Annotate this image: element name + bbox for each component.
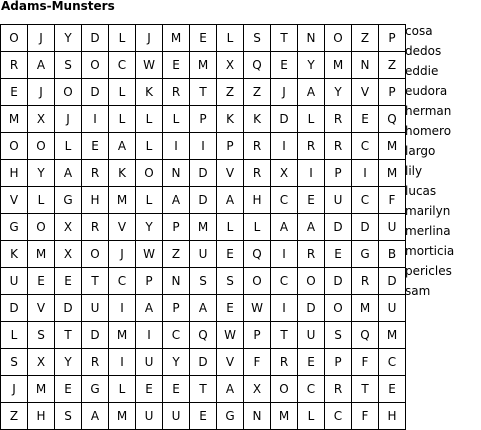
letter-grid[interactable] xyxy=(0,24,406,430)
grid-cell[interactable]: G xyxy=(352,241,379,268)
grid-cell[interactable]: O xyxy=(28,133,55,160)
grid-cell[interactable]: E xyxy=(1,79,28,106)
grid-cell[interactable]: L xyxy=(55,133,82,160)
grid-cell[interactable]: L xyxy=(163,106,190,133)
grid-cell[interactable]: M xyxy=(109,187,136,214)
grid-cell[interactable]: C xyxy=(352,187,379,214)
grid-cell[interactable]: A xyxy=(82,403,109,430)
grid-cell[interactable]: I xyxy=(271,133,298,160)
word-list-item: lucas xyxy=(405,184,437,198)
grid-cell[interactable]: D xyxy=(82,25,109,52)
grid-cell[interactable]: U xyxy=(325,187,352,214)
grid-cell[interactable]: X xyxy=(244,376,271,403)
grid-cell[interactable]: T xyxy=(271,322,298,349)
grid-cell[interactable]: I xyxy=(136,322,163,349)
grid-cell[interactable]: K xyxy=(217,106,244,133)
grid-cell[interactable]: K xyxy=(136,79,163,106)
grid-cell[interactable]: I xyxy=(163,133,190,160)
grid-cell[interactable]: D xyxy=(82,322,109,349)
grid-cell[interactable]: Y xyxy=(136,214,163,241)
grid-row xyxy=(1,214,406,241)
grid-cell[interactable]: Y xyxy=(28,160,55,187)
grid-cell[interactable]: Z xyxy=(244,79,271,106)
grid-cell[interactable]: G xyxy=(217,403,244,430)
grid-cell[interactable]: R xyxy=(82,160,109,187)
grid-cell[interactable]: L xyxy=(28,187,55,214)
grid-cell[interactable]: W xyxy=(136,52,163,79)
grid-cell[interactable]: O xyxy=(244,268,271,295)
grid-cell[interactable]: X xyxy=(271,160,298,187)
grid-cell[interactable]: R xyxy=(1,52,28,79)
grid-cell[interactable]: M xyxy=(379,133,406,160)
grid-cell[interactable]: X xyxy=(55,214,82,241)
grid-cell[interactable]: V xyxy=(217,160,244,187)
grid-cell[interactable]: R xyxy=(163,79,190,106)
word-list-item: lily xyxy=(405,164,423,178)
grid-cell[interactable]: K xyxy=(1,241,28,268)
grid-cell[interactable]: V xyxy=(28,295,55,322)
grid-cell[interactable]: P xyxy=(325,160,352,187)
grid-cell[interactable]: T xyxy=(352,376,379,403)
grid-cell[interactable]: H xyxy=(379,403,406,430)
grid-cell[interactable]: U xyxy=(190,241,217,268)
grid-cell[interactable]: D xyxy=(271,106,298,133)
grid-cell[interactable]: M xyxy=(271,403,298,430)
grid-cell[interactable]: R xyxy=(82,214,109,241)
grid-cell[interactable]: G xyxy=(1,214,28,241)
grid-cell[interactable]: I xyxy=(82,106,109,133)
grid-cell[interactable]: R xyxy=(271,349,298,376)
grid-cell[interactable]: O xyxy=(55,79,82,106)
grid-cell[interactable]: J xyxy=(28,79,55,106)
grid-cell[interactable]: A xyxy=(271,214,298,241)
grid-cell[interactable]: H xyxy=(82,187,109,214)
grid-cell[interactable]: C xyxy=(271,187,298,214)
grid-cell[interactable]: M xyxy=(28,376,55,403)
grid-cell[interactable]: S xyxy=(55,403,82,430)
grid-cell[interactable]: H xyxy=(28,403,55,430)
grid-cell[interactable]: C xyxy=(379,349,406,376)
grid-cell[interactable]: V xyxy=(109,214,136,241)
grid-cell[interactable]: I xyxy=(190,133,217,160)
grid-cell[interactable]: E xyxy=(190,403,217,430)
grid-cell[interactable]: L xyxy=(109,106,136,133)
grid-cell[interactable]: S xyxy=(325,322,352,349)
grid-cell[interactable]: X xyxy=(55,241,82,268)
grid-cell[interactable]: E xyxy=(379,376,406,403)
grid-cell[interactable]: D xyxy=(325,214,352,241)
grid-cell[interactable]: A xyxy=(298,79,325,106)
grid-cell[interactable]: S xyxy=(28,322,55,349)
grid-row xyxy=(1,52,406,79)
grid-cell[interactable]: C xyxy=(352,133,379,160)
grid-cell[interactable]: E xyxy=(82,133,109,160)
grid-cell[interactable]: L xyxy=(136,187,163,214)
grid-cell[interactable]: J xyxy=(28,25,55,52)
grid-cell[interactable]: R xyxy=(325,106,352,133)
grid-cell[interactable]: A xyxy=(28,52,55,79)
grid-cell[interactable]: F xyxy=(352,349,379,376)
grid-cell[interactable]: P xyxy=(163,214,190,241)
grid-cell[interactable]: D xyxy=(325,268,352,295)
grid-cell[interactable]: Q xyxy=(352,322,379,349)
grid-cell[interactable]: M xyxy=(28,241,55,268)
grid-cell[interactable]: J xyxy=(109,241,136,268)
word-list-item: homero xyxy=(405,124,452,138)
grid-cell[interactable]: H xyxy=(244,187,271,214)
grid-cell[interactable]: R xyxy=(352,268,379,295)
grid-cell[interactable]: P xyxy=(136,268,163,295)
grid-cell[interactable]: E xyxy=(271,52,298,79)
grid-row xyxy=(1,403,406,430)
grid-cell[interactable]: A xyxy=(109,133,136,160)
grid-cell[interactable]: O xyxy=(1,25,28,52)
grid-cell[interactable]: U xyxy=(379,295,406,322)
grid-cell[interactable]: P xyxy=(325,349,352,376)
grid-cell[interactable]: T xyxy=(82,268,109,295)
grid-cell[interactable]: O xyxy=(28,214,55,241)
grid-row xyxy=(1,160,406,187)
grid-cell[interactable]: Z xyxy=(217,79,244,106)
grid-cell[interactable]: O xyxy=(136,160,163,187)
word-list-item: largo xyxy=(405,144,436,158)
grid-cell[interactable]: R xyxy=(325,133,352,160)
grid-cell[interactable]: N xyxy=(244,403,271,430)
grid-cell[interactable]: Q xyxy=(244,52,271,79)
grid-cell[interactable]: K xyxy=(244,106,271,133)
grid-cell[interactable]: D xyxy=(190,349,217,376)
word-list-item: pericles xyxy=(405,264,452,278)
grid-cell[interactable]: O xyxy=(298,268,325,295)
grid-row xyxy=(1,268,406,295)
grid-cell[interactable]: M xyxy=(352,295,379,322)
word-list-item: morticia xyxy=(405,244,455,258)
grid-cell[interactable]: X xyxy=(28,106,55,133)
grid-cell[interactable]: D xyxy=(352,214,379,241)
grid-cell[interactable]: A xyxy=(55,160,82,187)
grid-cell[interactable]: T xyxy=(55,322,82,349)
grid-cell[interactable]: O xyxy=(1,133,28,160)
grid-cell[interactable]: I xyxy=(109,349,136,376)
grid-cell[interactable]: C xyxy=(163,322,190,349)
grid-cell[interactable]: U xyxy=(379,214,406,241)
grid-cell[interactable]: L xyxy=(109,376,136,403)
grid-cell[interactable]: S xyxy=(55,52,82,79)
grid-cell[interactable]: A xyxy=(136,295,163,322)
grid-cell[interactable]: Y xyxy=(163,349,190,376)
word-list-item: eudora xyxy=(405,84,448,98)
grid-cell[interactable]: Z xyxy=(163,241,190,268)
grid-cell[interactable]: E xyxy=(136,376,163,403)
grid-cell[interactable]: D xyxy=(190,160,217,187)
grid-cell[interactable]: P xyxy=(244,322,271,349)
grid-cell[interactable]: H xyxy=(1,160,28,187)
grid-cell[interactable]: D xyxy=(55,295,82,322)
grid-cell[interactable]: Z xyxy=(1,403,28,430)
grid-cell[interactable]: L xyxy=(136,106,163,133)
grid-cell[interactable]: L xyxy=(244,214,271,241)
grid-cell[interactable]: L xyxy=(109,79,136,106)
grid-cell[interactable]: L xyxy=(1,322,28,349)
grid-cell[interactable]: F xyxy=(379,187,406,214)
grid-cell[interactable]: P xyxy=(217,133,244,160)
grid-cell[interactable]: R xyxy=(244,160,271,187)
word-list xyxy=(405,21,454,301)
grid-cell[interactable]: O xyxy=(325,25,352,52)
grid-cell[interactable]: E xyxy=(325,241,352,268)
grid-cell[interactable]: D xyxy=(82,79,109,106)
grid-cell[interactable]: T xyxy=(190,79,217,106)
grid-cell[interactable]: I xyxy=(271,241,298,268)
grid-cell[interactable]: Y xyxy=(325,79,352,106)
grid-cell[interactable]: J xyxy=(271,79,298,106)
grid-cell[interactable]: M xyxy=(190,214,217,241)
grid-cell[interactable]: N xyxy=(163,268,190,295)
grid-cell[interactable]: P xyxy=(163,295,190,322)
grid-cell[interactable]: P xyxy=(190,106,217,133)
grid-cell[interactable]: V xyxy=(217,349,244,376)
grid-row xyxy=(1,79,406,106)
grid-cell[interactable]: U xyxy=(163,403,190,430)
grid-cell[interactable]: T xyxy=(271,25,298,52)
grid-cell[interactable]: E xyxy=(352,106,379,133)
grid-cell[interactable]: R xyxy=(298,241,325,268)
grid-cell[interactable]: R xyxy=(82,349,109,376)
grid-cell[interactable]: Y xyxy=(298,52,325,79)
grid-row xyxy=(1,376,406,403)
grid-cell[interactable]: J xyxy=(55,106,82,133)
grid-cell[interactable]: Z xyxy=(379,52,406,79)
grid-cell[interactable]: A xyxy=(217,187,244,214)
grid-cell[interactable]: E xyxy=(55,268,82,295)
grid-cell[interactable]: W xyxy=(217,322,244,349)
grid-cell[interactable]: I xyxy=(352,160,379,187)
grid-cell[interactable]: P xyxy=(379,25,406,52)
grid-cell[interactable]: M xyxy=(190,52,217,79)
grid-cell[interactable]: D xyxy=(298,295,325,322)
word-list-item: eddie xyxy=(405,64,439,78)
grid-cell[interactable]: Z xyxy=(352,25,379,52)
word-list-item: sam xyxy=(405,284,431,298)
grid-cell[interactable]: Q xyxy=(244,241,271,268)
grid-cell[interactable]: S xyxy=(217,268,244,295)
grid-cell[interactable]: O xyxy=(271,376,298,403)
grid-cell[interactable]: I xyxy=(271,295,298,322)
grid-cell[interactable]: M xyxy=(379,322,406,349)
grid-cell[interactable]: G xyxy=(55,187,82,214)
grid-cell[interactable]: R xyxy=(298,133,325,160)
grid-cell[interactable]: L xyxy=(217,214,244,241)
grid-cell[interactable]: A xyxy=(163,187,190,214)
grid-row xyxy=(1,133,406,160)
grid-cell[interactable]: I xyxy=(298,160,325,187)
grid-row xyxy=(1,106,406,133)
grid-cell[interactable]: M xyxy=(379,160,406,187)
grid-cell[interactable]: E xyxy=(28,268,55,295)
grid-cell[interactable]: E xyxy=(163,52,190,79)
grid-cell[interactable]: Q xyxy=(379,106,406,133)
grid-cell[interactable]: L xyxy=(298,106,325,133)
grid-cell[interactable]: G xyxy=(82,376,109,403)
grid-cell[interactable]: E xyxy=(298,349,325,376)
grid-cell[interactable]: S xyxy=(1,349,28,376)
grid-cell[interactable]: C xyxy=(109,52,136,79)
grid-cell[interactable]: M xyxy=(325,52,352,79)
grid-cell[interactable]: D xyxy=(190,187,217,214)
grid-cell[interactable]: S xyxy=(244,25,271,52)
grid-row xyxy=(1,295,406,322)
grid-cell[interactable]: Y xyxy=(55,349,82,376)
grid-cell[interactable]: E xyxy=(190,25,217,52)
grid-cell[interactable]: Q xyxy=(190,322,217,349)
word-list-item: cosa xyxy=(405,24,433,38)
grid-cell[interactable]: L xyxy=(217,25,244,52)
word-list-item: merlina xyxy=(405,224,451,238)
grid-row xyxy=(1,322,406,349)
grid-cell[interactable]: V xyxy=(1,187,28,214)
grid-cell[interactable]: E xyxy=(217,295,244,322)
grid-cell[interactable]: C xyxy=(271,268,298,295)
grid-cell[interactable]: K xyxy=(109,160,136,187)
grid-cell[interactable]: C xyxy=(325,403,352,430)
grid-cell[interactable]: E xyxy=(217,241,244,268)
grid-cell[interactable]: L xyxy=(109,25,136,52)
grid-cell[interactable]: S xyxy=(190,268,217,295)
word-list-item: marilyn xyxy=(405,204,451,218)
grid-cell[interactable]: N xyxy=(298,25,325,52)
grid-cell[interactable]: M xyxy=(1,106,28,133)
grid-cell[interactable]: L xyxy=(136,133,163,160)
grid-cell[interactable]: D xyxy=(1,295,28,322)
grid-cell[interactable]: M xyxy=(109,403,136,430)
grid-cell[interactable]: D xyxy=(379,268,406,295)
grid-cell[interactable]: L xyxy=(298,403,325,430)
grid-cell[interactable]: R xyxy=(325,376,352,403)
grid-cell[interactable]: A xyxy=(217,376,244,403)
grid-cell[interactable]: A xyxy=(298,214,325,241)
grid-cell[interactable]: M xyxy=(163,25,190,52)
grid-cell[interactable]: O xyxy=(82,241,109,268)
grid-cell[interactable]: J xyxy=(1,376,28,403)
grid-cell[interactable]: U xyxy=(136,349,163,376)
grid-cell[interactable]: E xyxy=(55,376,82,403)
grid-cell[interactable]: U xyxy=(1,268,28,295)
word-list-item: herman xyxy=(405,104,452,118)
puzzle-title: Adams-Munsters xyxy=(1,0,115,13)
grid-cell[interactable]: N xyxy=(352,52,379,79)
grid-row xyxy=(1,349,406,376)
grid-cell[interactable]: O xyxy=(325,295,352,322)
grid-cell[interactable]: J xyxy=(136,25,163,52)
grid-cell[interactable]: F xyxy=(244,349,271,376)
grid-cell[interactable]: M xyxy=(109,322,136,349)
grid-cell[interactable]: R xyxy=(244,133,271,160)
grid-cell[interactable]: B xyxy=(379,241,406,268)
grid-cell[interactable]: Y xyxy=(55,25,82,52)
grid-cell[interactable]: X xyxy=(28,349,55,376)
grid-cell[interactable]: O xyxy=(82,52,109,79)
grid-cell[interactable]: U xyxy=(82,295,109,322)
grid-cell[interactable]: P xyxy=(379,79,406,106)
grid-cell[interactable]: A xyxy=(190,295,217,322)
grid-cell[interactable]: E xyxy=(163,376,190,403)
grid-cell[interactable]: C xyxy=(298,376,325,403)
grid-cell[interactable]: N xyxy=(163,160,190,187)
grid-cell[interactable]: E xyxy=(298,187,325,214)
grid-cell[interactable]: X xyxy=(217,52,244,79)
grid-cell[interactable]: U xyxy=(136,403,163,430)
grid-cell[interactable]: U xyxy=(298,322,325,349)
grid-row xyxy=(1,241,406,268)
grid-cell[interactable]: V xyxy=(352,79,379,106)
grid-cell[interactable]: C xyxy=(109,268,136,295)
grid-row xyxy=(1,25,406,52)
grid-cell[interactable]: W xyxy=(244,295,271,322)
grid-cell[interactable]: I xyxy=(109,295,136,322)
grid-cell[interactable]: W xyxy=(136,241,163,268)
word-list-item: dedos xyxy=(405,44,442,58)
grid-cell[interactable]: F xyxy=(352,403,379,430)
grid-row xyxy=(1,187,406,214)
grid-cell[interactable]: T xyxy=(190,376,217,403)
